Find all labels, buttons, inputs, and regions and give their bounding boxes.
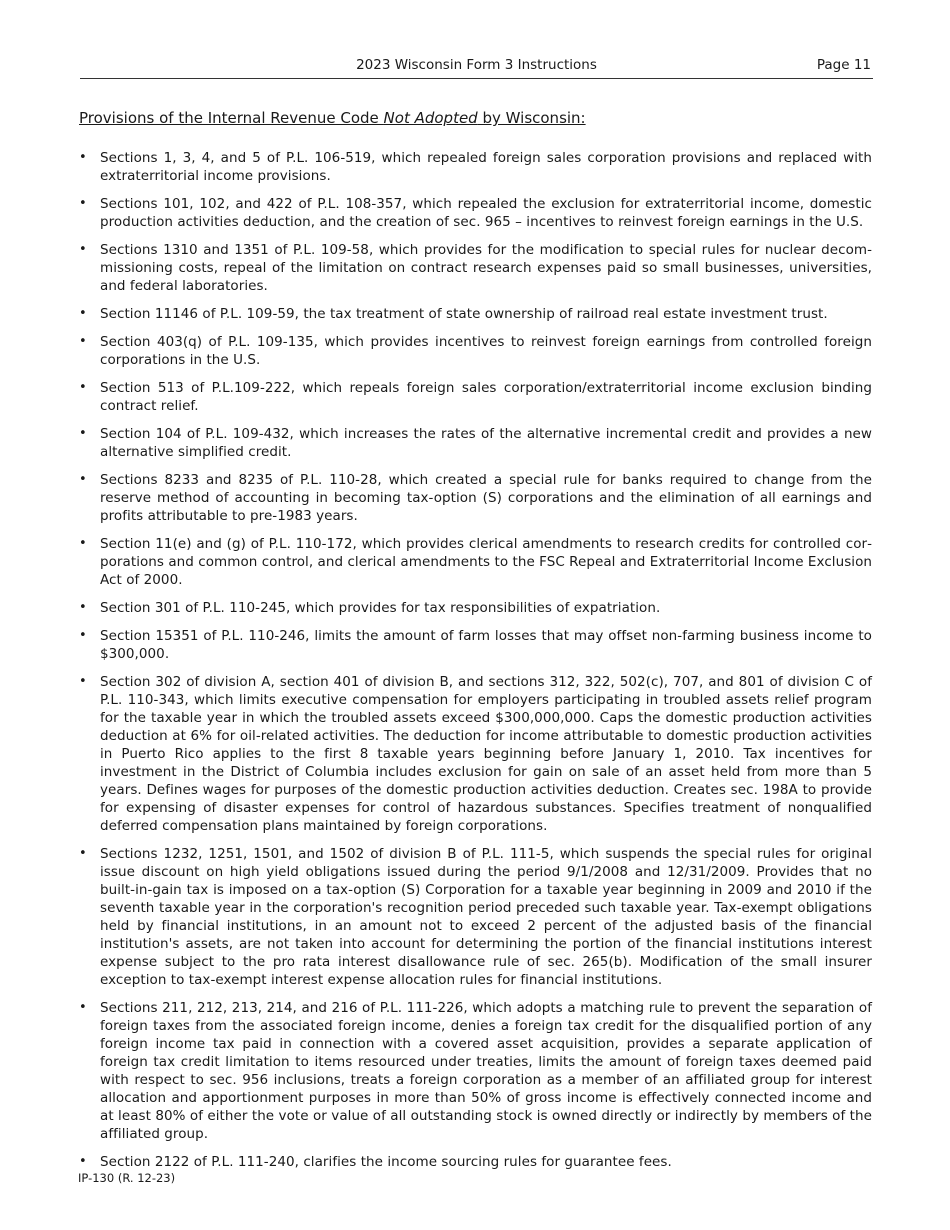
list-item: [79, 149, 872, 185]
bullet-icon: •: [79, 600, 87, 615]
bullet-icon: •: [79, 426, 87, 441]
list-item-text: Section 2122 of P.L. 111-240, clarifies the income sourcing rules for guarantee fees.: [100, 1154, 672, 1170]
list-item-text: Section 15351 of P.L. 110-246, limits the amount of farm losses that may offset non-farming business income to $300,000.: [100, 628, 872, 662]
list-item: [79, 1153, 872, 1171]
bullet-icon: •: [79, 628, 87, 643]
list-item-text: Section 302 of division A, section 401 of division B, and sections 312, 322, 502(c), 707, and 801 of division C of P.L. 110-343, which limits executive compensation for employers participating in troubled assets relief program for the taxable year in which the troubled assets exceed $300,000,000. Caps the domestic production activities deduction at 6% for oil-related activities. The deduction for income attributable to domestic production activities in Puerto Rico applies to the first 8 taxable years beginning before January 1, 2010. Tax incentives for investment in the District of Columbia includes exclusion for gain on sale of an asset held from more than 5 years. Defines wages for purposes of the domestic production activities deduction. Creates sec. 198A to provide for expensing of disaster expenses for control of hazardous substances. Specifies treatment of nonqualified deferred compensation plans maintained by foreign corporations.: [100, 674, 872, 834]
bullet-icon: •: [79, 306, 87, 321]
bullet-icon: •: [79, 334, 87, 349]
list-item: [79, 673, 872, 835]
list-item-text: Section 11146 of P.L. 109-59, the tax treatment of state ownership of railroad real estate investment trust.: [100, 306, 828, 322]
list-item: [79, 599, 872, 617]
provisions-list: [79, 149, 872, 1181]
bullet-icon: •: [79, 242, 87, 257]
list-item: [79, 333, 872, 369]
list-item-text: Section 403(q) of P.L. 109-135, which provides incentives to reinvest foreign earnings from controlled foreign corporations in the U.S.: [100, 334, 872, 368]
section-heading-suffix: by Wisconsin:: [477, 109, 586, 127]
list-item-text: Section 301 of P.L. 110-245, which provides for tax responsibilities of expatriation.: [100, 600, 661, 616]
list-item-text: Sections 8233 and 8235 of P.L. 110-28, which created a special rule for banks required to change from the reserve method of accounting in becoming tax-option (S) corporations and the elimination of all earnings and profits attributable to pre-1983 years.: [100, 472, 872, 524]
bullet-icon: •: [79, 380, 87, 395]
list-item: [79, 195, 872, 231]
section-heading-prefix: Provisions of the Internal Revenue Code: [79, 109, 384, 127]
list-item: [79, 305, 872, 323]
list-item: [79, 845, 872, 989]
list-item: [79, 425, 872, 461]
page-number: Page 11: [816, 57, 871, 73]
list-item: [79, 627, 872, 663]
section-heading: [79, 109, 586, 127]
bullet-icon: •: [79, 674, 87, 689]
bullet-icon: •: [79, 846, 87, 861]
list-item-text: Section 513 of P.L.109-222, which repeals foreign sales corporation/extraterritorial income exclusion binding contract relief.: [100, 380, 872, 414]
list-item: [79, 535, 872, 589]
list-item-text: Sections 101, 102, and 422 of P.L. 108-357, which repealed the exclusion for extraterritorial income, domestic production activities deduction, and the creation of sec. 965 – incentives to reinvest foreign earnings in the U.S.: [100, 196, 872, 230]
section-heading-emphasis: Not Adopted: [383, 109, 478, 127]
list-item: [79, 999, 872, 1143]
bullet-icon: •: [79, 472, 87, 487]
bullet-icon: •: [79, 150, 87, 165]
bullet-icon: •: [79, 196, 87, 211]
list-item-text: Sections 211, 212, 213, 214, and 216 of P.L. 111-226, which adopts a matching rule to prevent the separation of foreign taxes from the associated foreign income, denies a foreign tax credit for the disqualified portion of any foreign income tax paid in connection with a covered asset acquisition, provides a separate application of foreign tax credit limitation to items resourced under treaties, limits the amount of foreign taxes deemed paid with respect to sec. 956 inclusions, treats a foreign corporation as a member of an affiliated group for interest allocation and apportionment purposes in more than 50% of gross income is effectively connected income and at least 80% of either the vote or value of all outstanding stock is owned directly or indirectly by members of the affiliated group.: [100, 1000, 872, 1142]
list-item-text: Sections 1310 and 1351 of P.L. 109-58, which provides for the modification to special rules for nuclear decommissioning costs, repeal of the limitation on contract research expenses paid so small businesses, universities, and federal laboratories.: [100, 242, 872, 294]
list-item-text: Sections 1, 3, 4, and 5 of P.L. 106-519, which repealed foreign sales corporation provisions and replaced with extraterritorial income provisions.: [100, 150, 872, 184]
list-item: [79, 471, 872, 525]
document-title: 2023 Wisconsin Form 3 Instructions: [356, 57, 597, 73]
bullet-icon: •: [79, 1154, 87, 1169]
list-item: [79, 241, 872, 295]
bullet-icon: •: [79, 1000, 87, 1015]
list-item-text: Section 104 of P.L. 109-432, which increases the rates of the alternative incremental credit and provides a new alternative simplified credit.: [100, 426, 872, 460]
list-item: [79, 379, 872, 415]
bullet-icon: •: [79, 536, 87, 551]
form-identifier: IP-130 (R. 12-23): [78, 1171, 176, 1185]
list-item-text: Sections 1232, 1251, 1501, and 1502 of division B of P.L. 111-5, which suspends the special rules for original issue discount on high yield obligations issued during the period 9/1/2008 and 12/31/2009. Provides that no built-in-gain tax is imposed on a tax-option (S) Corporation for a taxable year beginning in 2009 and 2010 if the seventh taxable year in the corporation's recognition period preceded such taxable year. Tax-exempt obligations held by financial institutions, in an amount not to exceed 2 percent of the adjusted basis of the financial institution's assets, are not taken into account for determining the portion of the financial institutions interest expense subject to the pro rata interest disallowance rule of sec. 265(b). Modification of the small insurer exception to tax-exempt interest expense allocation rules for financial institutions.: [100, 846, 872, 988]
page-header: [80, 56, 873, 79]
list-item-text: Section 11(e) and (g) of P.L. 110-172, which provides clerical amendments to research credits for controlled corporations and common control, and clerical amendments to the FSC Repeal and Extraterritorial Income Exclusion Act of 2000.: [100, 536, 872, 588]
